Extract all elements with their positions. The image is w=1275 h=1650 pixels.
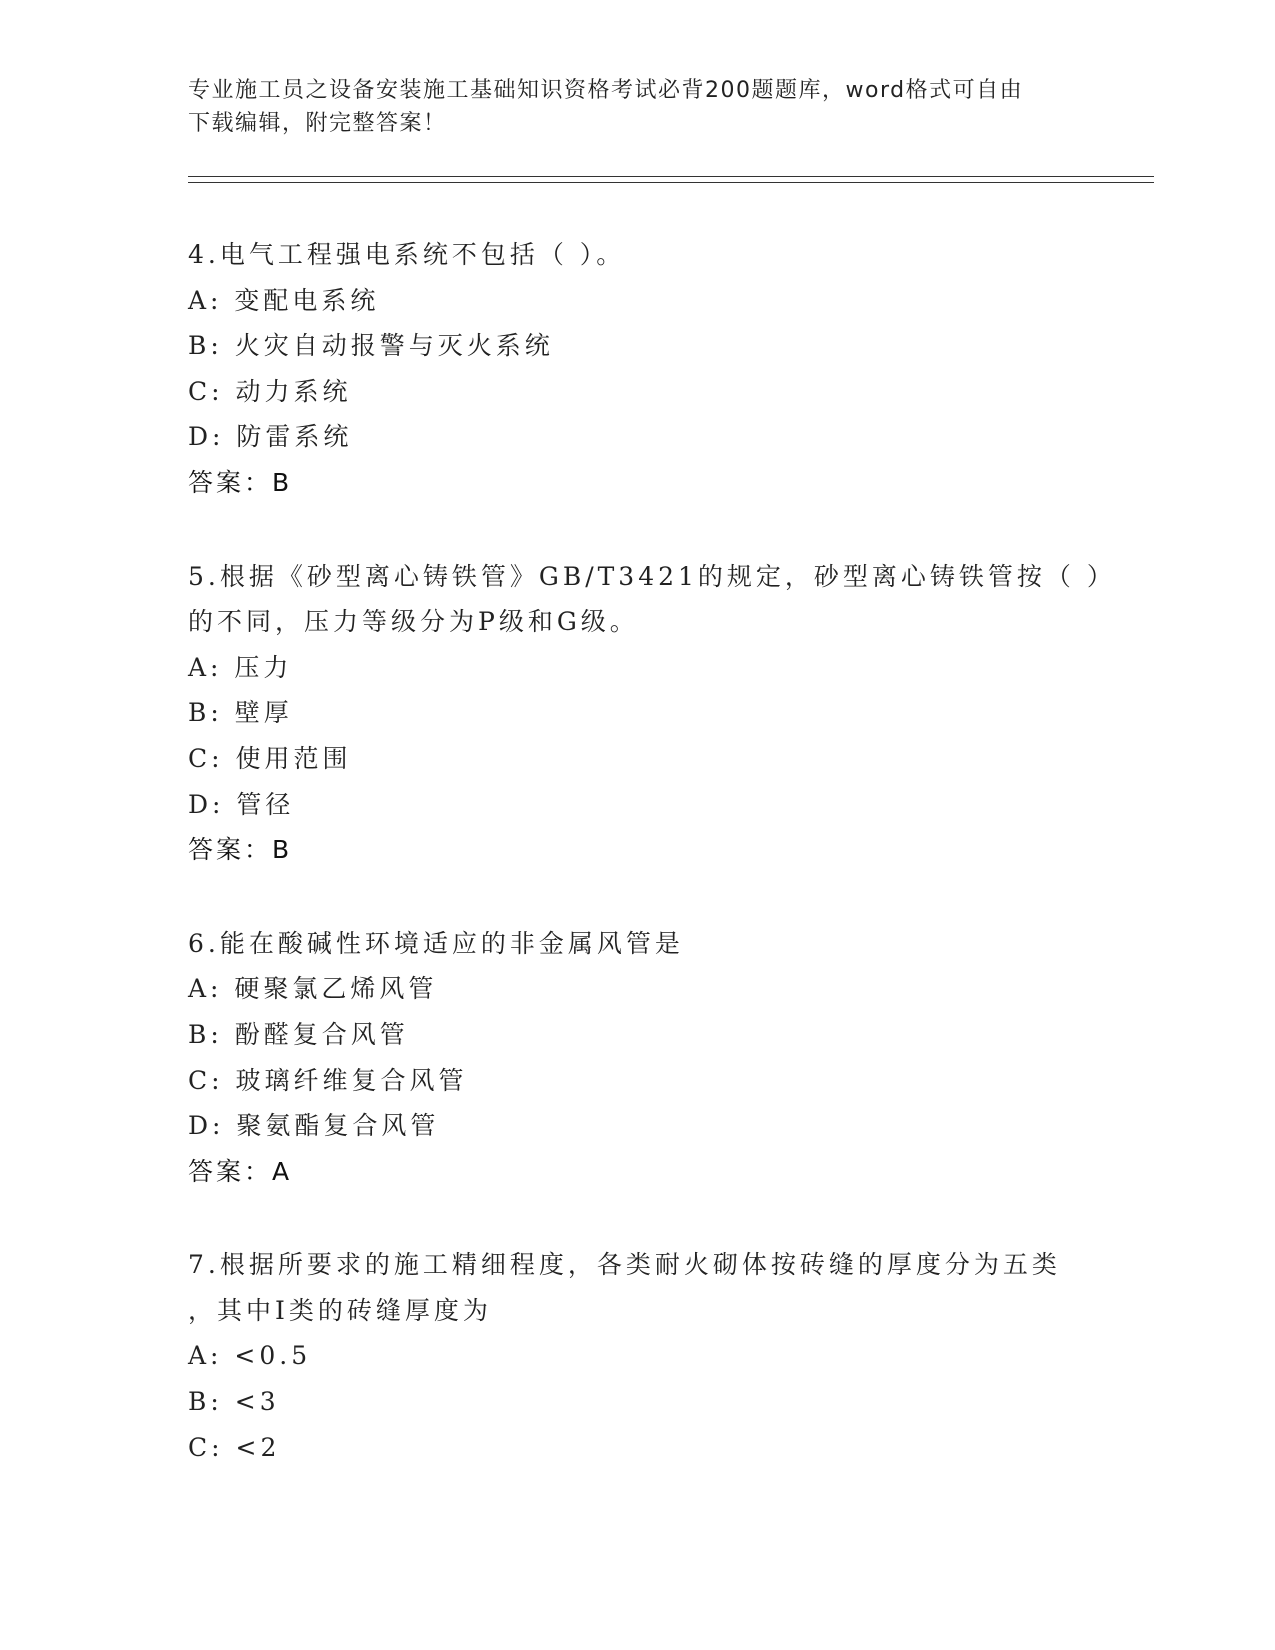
question-stem: 4.电气工程强电系统不包括（ ）。 bbox=[188, 240, 626, 269]
question-6 bbox=[188, 921, 1088, 1195]
question-stem: 6.能在酸碱性环境适应的非金属风管是 bbox=[188, 928, 684, 958]
option-d: D: 防雷系统 bbox=[188, 422, 353, 452]
header-line-1: 专业施工员之设备安装施工基础知识资格考试必背200题题库，word格式可自由 bbox=[188, 78, 1024, 103]
option-a: A: 压力 bbox=[188, 652, 293, 682]
option-d: D: 聚氨酯复合风管 bbox=[188, 1111, 440, 1141]
question-5 bbox=[188, 554, 1116, 873]
question-7 bbox=[188, 1242, 1088, 1470]
answer-label: 答案：A bbox=[188, 1156, 293, 1186]
option-d: D: 管径 bbox=[188, 789, 295, 819]
question-stem-continued: ，其中Ⅰ类的砖缝厚度为 bbox=[188, 1295, 492, 1325]
option-a: A: 硬聚氯乙烯风管 bbox=[188, 974, 438, 1004]
option-c: C: 动力系统 bbox=[188, 376, 352, 406]
answer-label: 答案：B bbox=[188, 467, 293, 497]
document-header bbox=[188, 74, 1068, 140]
option-b: B: 壁厚 bbox=[188, 698, 293, 728]
option-c: C: 玻璃纤维复合风管 bbox=[188, 1065, 468, 1095]
option-c: C: 使用范围 bbox=[188, 743, 352, 773]
option-b: B: <3 bbox=[188, 1387, 280, 1417]
option-c: C: <2 bbox=[188, 1432, 281, 1462]
header-line-2: 下载编辑，附完整答案！ bbox=[188, 111, 447, 136]
question-stem: 7.根据所要求的施工精细程度，各类耐火砌体按砖缝的厚度分为五类 bbox=[188, 1250, 1061, 1280]
answer-label: 答案：B bbox=[188, 835, 293, 865]
question-list bbox=[188, 232, 1116, 1518]
header-divider-bottom bbox=[188, 182, 1154, 183]
option-a: A: 变配电系统 bbox=[188, 285, 380, 315]
question-stem: 5.根据《砂型离心铸铁管》GB/T3421的规定，砂型离心铸铁管按（ ） bbox=[188, 561, 1116, 591]
option-b: B: 火灾自动报警与灭火系统 bbox=[188, 331, 554, 361]
header-divider-top bbox=[188, 176, 1154, 177]
question-4 bbox=[188, 232, 1088, 506]
question-stem-continued: 的不同，压力等级分为P级和G级。 bbox=[188, 607, 639, 637]
option-a: A: <0.5 bbox=[188, 1341, 312, 1371]
option-b: B: 酚醛复合风管 bbox=[188, 1019, 409, 1049]
